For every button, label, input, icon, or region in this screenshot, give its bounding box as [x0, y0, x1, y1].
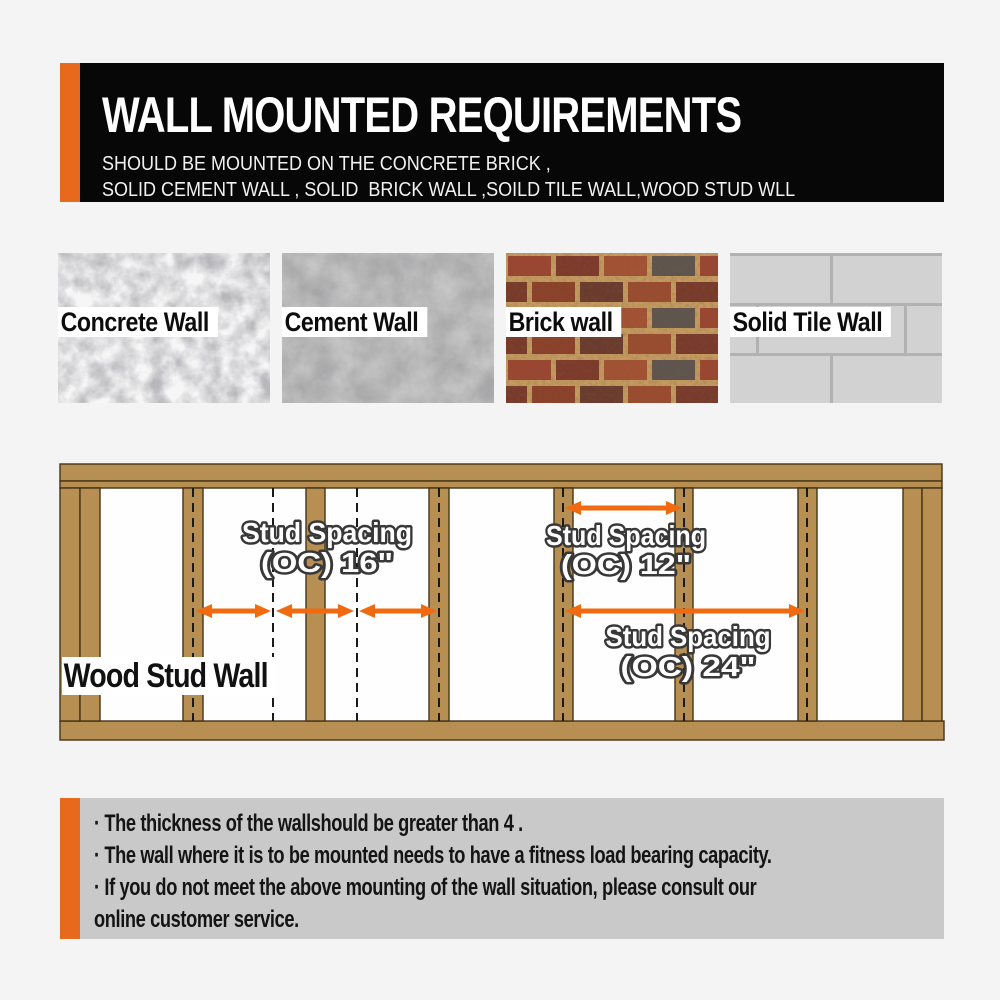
spacing-16-label-line1: Stud Spacing	[242, 517, 412, 548]
page-title: WALL MOUNTED REQUIREMENTS	[102, 87, 742, 143]
spacing-24-label-line2: (OC) 24"	[620, 651, 756, 682]
wall-type-label-brick: Brick wall	[506, 307, 621, 337]
wall-type-label-tile: Solid Tile Wall	[730, 307, 891, 337]
stud	[903, 488, 922, 721]
wall-type-label-concrete: Concrete Wall	[58, 307, 218, 337]
spacing-12-label-line1: Stud Spacing	[546, 520, 706, 551]
notes-box	[60, 798, 944, 939]
bottom-plate	[60, 721, 944, 740]
header-content	[102, 63, 901, 203]
wall-type-card-brick	[506, 253, 718, 403]
top-plate-lower	[60, 481, 942, 488]
notes-text	[94, 808, 986, 936]
notes-orange-accent-bar	[60, 798, 80, 939]
stud-wall-diagram	[58, 458, 948, 748]
note-line-2: · The wall where it is to be mounted needs to have a fitness load bearing capacity.	[94, 842, 772, 869]
spacing-12-label-line2: (OC) 12"	[561, 549, 691, 580]
wall-type-card-concrete	[58, 253, 270, 403]
wall-type-label-cement: Cement Wall	[282, 307, 427, 337]
header-subtitle-line2: SOLID CEMENT WALL , SOLID BRICK WALL ,SOILD TILE WALL,WOOD STUD WLL	[102, 179, 796, 201]
wood-stud-wall-label: Wood Stud Wall	[62, 657, 276, 695]
top-plate-upper	[60, 464, 942, 481]
header-orange-accent-bar	[60, 63, 80, 202]
note-line-4: online customer service.	[94, 906, 299, 933]
spacing-16-label-line2: (OC) 16"	[261, 547, 393, 578]
note-line-1: · The thickness of the wallshould be greater than 4 .	[94, 810, 523, 837]
spacing-24-label-line1: Stud Spacing	[605, 621, 771, 652]
wall-type-card-cement	[282, 253, 494, 403]
header-subtitle-line1: SHOULD BE MOUNTED ON THE CONCRETE BRICK ,	[102, 153, 551, 175]
note-line-3: · If you do not meet the above mounting of the wall situation, please consult our	[94, 874, 757, 901]
header-banner	[60, 63, 944, 202]
wall-type-card-tile	[730, 253, 942, 403]
stud	[922, 488, 942, 721]
